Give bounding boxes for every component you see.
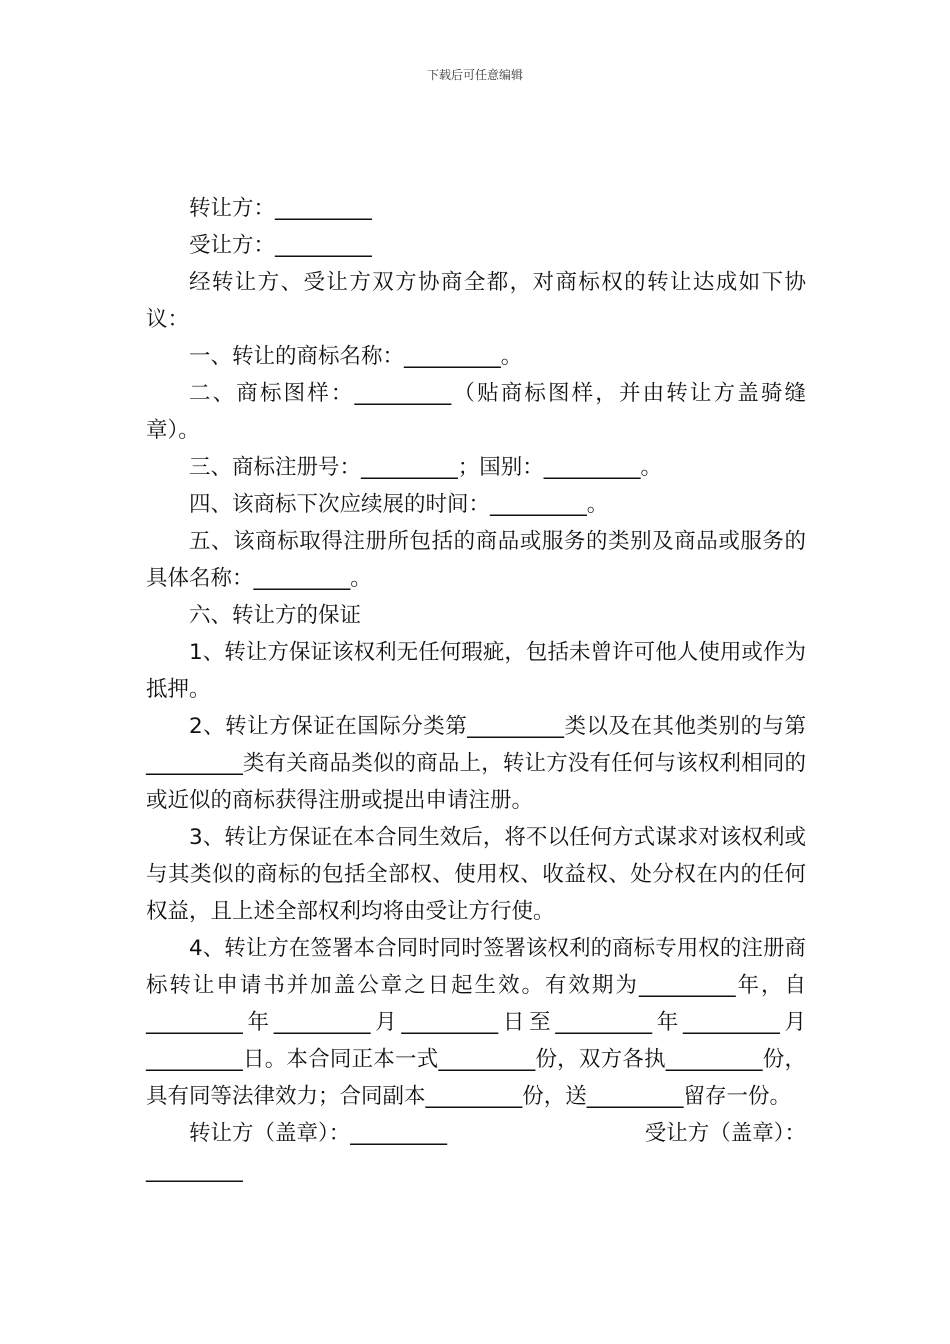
guarantee-3: 3、转让方保证在本合同生效后，将不以任何方式谋求对该权利或与其类似的商标的包括全部权、使用权、收益权、处分权在内的任何权益，且上述全部权利均将由受让方行使。 — [146, 825, 806, 924]
signature-row — [146, 1115, 806, 1152]
clause-6-heading: 六、转让方的保证 — [189, 603, 362, 628]
clause-4-renewal-time: 四、该商标下次应续展的时间：_________。 — [189, 492, 609, 517]
guarantee-4: 4、转让方在签署本合同时同时签署该权利的商标专用权的注册商标转让申请书并加盖公章之日起生效。有效期为_________年，自_________年_________月_________日至_________年_________月_________日。本合同正本一式_________份，双方各执_________份，具有同等法律效力；合同副本_________份，送_________留存一份。 — [146, 936, 806, 1109]
clause-2-trademark-sample: 二、商标图样：_________（贴商标图样，并由转让方盖骑缝章）。 — [146, 381, 806, 443]
transferee-signature: 受让方（盖章）： — [644, 1121, 806, 1146]
transferor-signature: 转让方（盖章）：_________ — [189, 1121, 448, 1146]
clause-1-trademark-name: 一、转让的商标名称：_________。 — [189, 344, 523, 369]
transferee-line: 受让方：_________ — [189, 233, 372, 258]
clause-3-registration-number: 三、商标注册号：_________；国别：_________。 — [189, 455, 663, 480]
guarantee-2: 2、转让方保证在国际分类第_________类以及在其他类别的与第_________类有关商品类似的商品上，转让方没有任何与该权利相同的或近似的商标获得注册或提出申请注册。 — [146, 714, 806, 813]
clause-5-goods-services: 五、该商标取得注册所包括的商品或服务的类别及商品或服务的具体名称：_________。 — [146, 529, 806, 591]
agreement-intro: 经转让方、受让方双方协商全都，对商标权的转让达成如下协议： — [146, 270, 806, 332]
transferee-signature-blank: _________ — [146, 1158, 243, 1183]
guarantee-1: 1、转让方保证该权利无任何瑕疵，包括未曾许可他人使用或作为抵押。 — [146, 640, 806, 702]
contract-body — [146, 190, 806, 1189]
page-header: 下载后可任意编辑 — [426, 68, 523, 82]
transferor-line: 转让方：_________ — [189, 196, 372, 221]
